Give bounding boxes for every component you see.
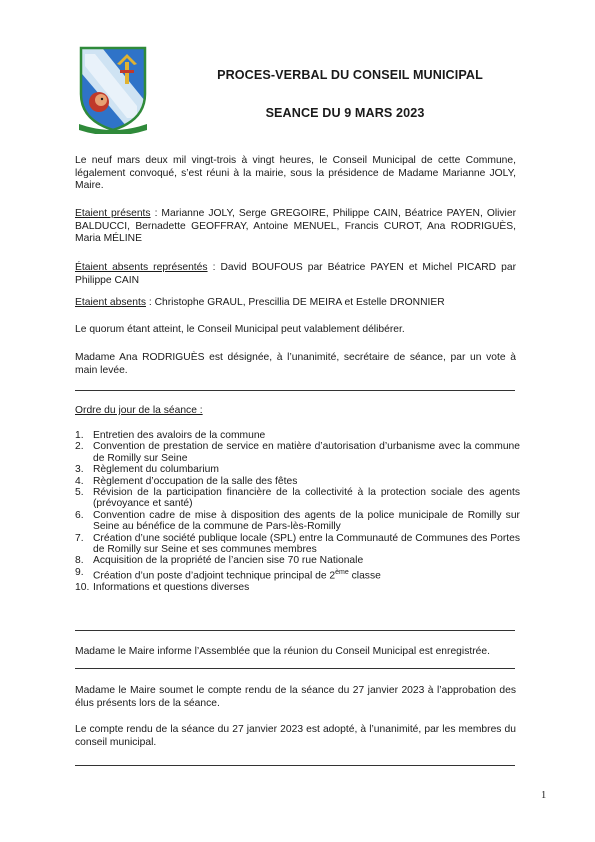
agenda-item: 3. Règlement du columbarium — [75, 464, 219, 476]
divider — [75, 668, 515, 669]
represented-paragraph — [75, 262, 516, 287]
presents-paragraph — [75, 208, 516, 246]
minutes-adopted-paragraph: Le compte rendu de la séance du 27 janvier 2023 est adopté, à l’unanimité, par les membres du conseil municipal. — [75, 724, 516, 748]
agenda-item: 10. Informations et questions diverses — [75, 581, 250, 593]
agenda-item: 5. Révision de la participation financière de la collectivité à la protection sociale des agents (prévoyance et santé) — [75, 487, 520, 510]
crest-logo — [77, 44, 149, 134]
agenda-item: 9. Création d’un poste d’adjoint technique principal de 2ème classe — [75, 566, 381, 582]
divider — [75, 765, 515, 766]
agenda-item: 2. Convention de prestation de service en matière d’autorisation d’urbanisme avec la commune de Romilly sur Seine — [75, 441, 520, 464]
agenda-item: 6. Convention cadre de mise à disposition des agents de la police municipale de Romilly sur Seine au bénéfice de la commune de Pars-lès-Romilly — [75, 509, 520, 533]
represented-label: Étaient absents représentés — [75, 262, 208, 273]
represented-text: : David BOUFOUS par Béatrice PAYEN et Michel PICARD par Philippe CAIN — [75, 262, 517, 286]
agenda-list — [75, 430, 520, 593]
divider — [75, 390, 515, 391]
agenda-item: 8. Acquisition de la propriété de l’ancien sise 70 rue Nationale — [75, 555, 364, 567]
absents-label: Etaient absents — [75, 297, 146, 308]
agenda-heading: Ordre du jour de la séance : — [75, 405, 203, 416]
agenda-item: 7. Création d’une société publique locale (SPL) entre la Communauté de Communes des Portes de Romilly sur Seine et ses communes membres — [75, 532, 520, 556]
presents-text: : Marianne JOLY, Serge GREGOIRE, Philippe CAIN, Béatrice PAYEN, Olivier BALDUCCI, Bernadette GEOFFRAY, Antoine MENUEL, Francis CUROT, Ana RODRIGUÈS, Maria MÉLINE — [75, 208, 516, 245]
page-number: 1 — [541, 790, 547, 801]
agenda-item: 1. Entretien des avaloirs de la commune — [75, 430, 266, 441]
quorum-paragraph: Le quorum étant atteint, le Conseil Municipal peut valablement délibérer. — [75, 324, 405, 335]
divider — [75, 630, 515, 631]
document-title: PROCES-VERBAL DU CONSEIL MUNICIPAL — [217, 68, 483, 82]
recording-paragraph: Madame le Maire informe l’Assemblée que la réunion du Conseil Municipal est enregistrée. — [75, 646, 490, 657]
session-date-title: SEANCE DU 9 MARS 2023 — [265, 106, 425, 120]
absents-text: : Christophe GRAUL, Prescillia DE MEIRA et Estelle DRONNIER — [145, 297, 445, 308]
secretary-paragraph: Madame Ana RODRIGUÈS est désignée, à l’unanimité, secrétaire de séance, par un vote à main levée. — [75, 352, 516, 376]
intro-paragraph: Le neuf mars deux mil vingt-trois à vingt heures, le Conseil Municipal de cette Commune, légalement convoqué, s’est réuni à la mairie, sous la présidence de Madame Marianne JOLY, Maire. — [75, 155, 516, 192]
agenda-item: 4. Règlement d’occupation de la salle des fêtes — [75, 475, 298, 487]
presents-label: Etaient présents — [75, 208, 151, 219]
absents-paragraph — [75, 297, 516, 310]
minutes-submit-paragraph: Madame le Maire soumet le compte rendu de la séance du 27 janvier 2023 à l’approbation des élus présents lors de la séance. — [75, 685, 516, 709]
